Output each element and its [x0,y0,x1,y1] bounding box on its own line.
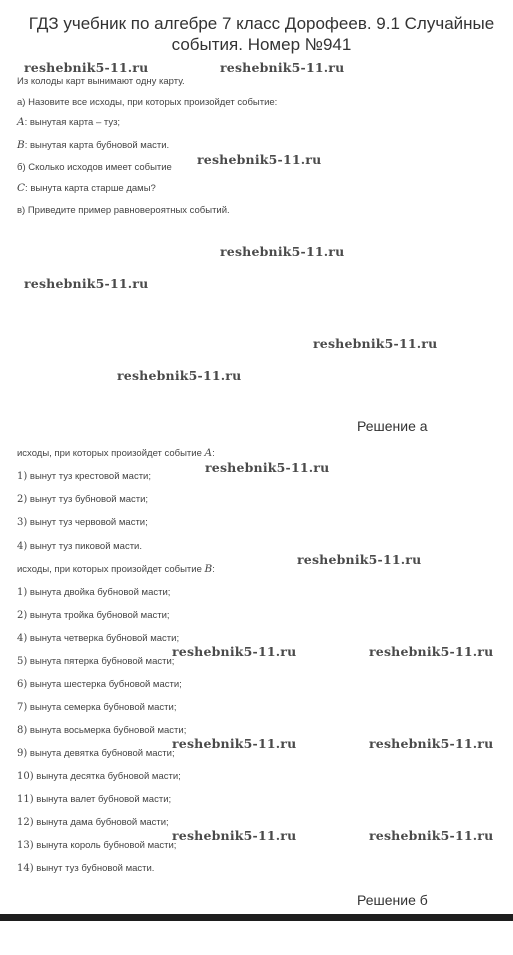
page-title: ГДЗ учебник по алгебре 7 класс Дорофеев. 9.1 Случайные события. Номер №941 [28,14,495,54]
item-number: 8) [17,725,28,736]
list-item [17,610,170,621]
list-item [17,817,169,828]
list-item [17,725,186,736]
event-a-text: : вынутая карта – туз; [24,117,121,128]
question-b: б) Сколько исходов имеет событие [17,162,172,173]
item-number: 7) [17,702,28,713]
item-text: вынута четверка бубновой масти; [29,633,180,644]
list-item [17,794,171,805]
solution-b-intro [17,563,215,575]
intro-b-text: исходы, при которых произойдет событие [17,564,202,575]
list-item [17,494,148,505]
event-a-label: A [17,116,25,128]
list-item [17,771,181,782]
list-item [17,679,182,690]
item-text: вынута валет бубновой масти; [36,794,172,805]
event-b-line [17,139,169,151]
item-text: вынута двойка бубновой масти; [29,587,171,598]
event-a-line [17,116,120,128]
watermark: reshebnik5-11.ru [205,460,330,475]
item-number: 1) [17,587,28,598]
watermark: reshebnik5-11.ru [297,552,422,567]
event-c-text: : вынута карта старше дамы? [25,183,156,194]
watermark: reshebnik5-11.ru [220,244,345,259]
item-text: вынута тройка бубновой масти; [29,610,170,621]
item-number: 14) [17,863,34,874]
watermark: reshebnik5-11.ru [369,736,494,751]
item-number: 12) [17,817,34,828]
item-number: 4) [17,633,28,644]
item-text: вынута семерка бубновой масти; [29,702,177,713]
list-item [17,587,170,598]
list-item [17,863,154,874]
event-c-label: C [17,182,26,194]
intro-a-label: A [204,447,213,459]
watermark: reshebnik5-11.ru [369,828,494,843]
watermark: reshebnik5-11.ru [24,276,149,291]
event-c-line [17,182,156,194]
question-c: в) Приведите пример равновероятных событий. [17,205,230,216]
item-text: вынута дама бубновой масти; [36,817,169,828]
list-item [17,541,142,552]
item-text: вынута десятка бубновой масти; [36,771,181,782]
intro-b-label: B [204,563,213,575]
event-b-label: B [17,139,25,151]
watermark: reshebnik5-11.ru [369,644,494,659]
item-text: вынут туз крестовой масти; [29,471,152,482]
solution-b-heading: Решение б [357,892,428,908]
item-number: 9) [17,748,28,759]
solution-a-intro [17,447,215,459]
watermark: reshebnik5-11.ru [172,736,297,751]
item-text: вынут туз бубновой масти. [36,863,155,874]
list-item [17,840,176,851]
item-text: вынута шестерка бубновой масти; [29,679,182,690]
item-number: 6) [17,679,28,690]
item-text: вынут туз пиковой масти. [29,541,142,552]
item-text: вынут туз червовой масти; [29,517,148,528]
item-number: 3) [17,517,28,528]
event-b-text: : вынутая карта бубновой масти. [24,140,170,151]
watermark: reshebnik5-11.ru [24,60,149,75]
item-text: вынута король бубновой масти; [36,840,177,851]
solution-a-heading: Решение а [357,418,428,434]
watermark: reshebnik5-11.ru [197,152,322,167]
item-number: 1) [17,471,28,482]
question-a: а) Назовите все исходы, при которых произойдет событие: [17,97,278,108]
watermark: reshebnik5-11.ru [313,336,438,351]
item-number: 11) [17,794,34,805]
item-text: вынута пятерка бубновой масти; [29,656,175,667]
list-item [17,656,174,667]
problem-intro: Из колоды карт вынимают одну карту. [17,76,185,87]
item-text: вынут туз бубновой масти; [29,494,149,505]
list-item [17,471,151,482]
item-number: 10) [17,771,34,782]
intro-a-colon: : [212,448,215,459]
intro-a-text: исходы, при которых произойдет событие [17,448,202,459]
item-number: 5) [17,656,28,667]
list-item [17,748,175,759]
item-number: 13) [17,840,34,851]
watermark: reshebnik5-11.ru [220,60,345,75]
watermark: reshebnik5-11.ru [172,828,297,843]
list-item [17,702,176,713]
item-text: вынута восьмерка бубновой масти; [29,725,187,736]
item-number: 2) [17,610,28,621]
item-number: 2) [17,494,28,505]
item-text: вынута девятка бубновой масти; [29,748,175,759]
item-number: 4) [17,541,28,552]
watermark: reshebnik5-11.ru [172,644,297,659]
bottom-divider [0,914,513,921]
list-item [17,633,179,644]
watermark: reshebnik5-11.ru [117,368,242,383]
list-item [17,517,148,528]
intro-b-colon: : [212,564,215,575]
